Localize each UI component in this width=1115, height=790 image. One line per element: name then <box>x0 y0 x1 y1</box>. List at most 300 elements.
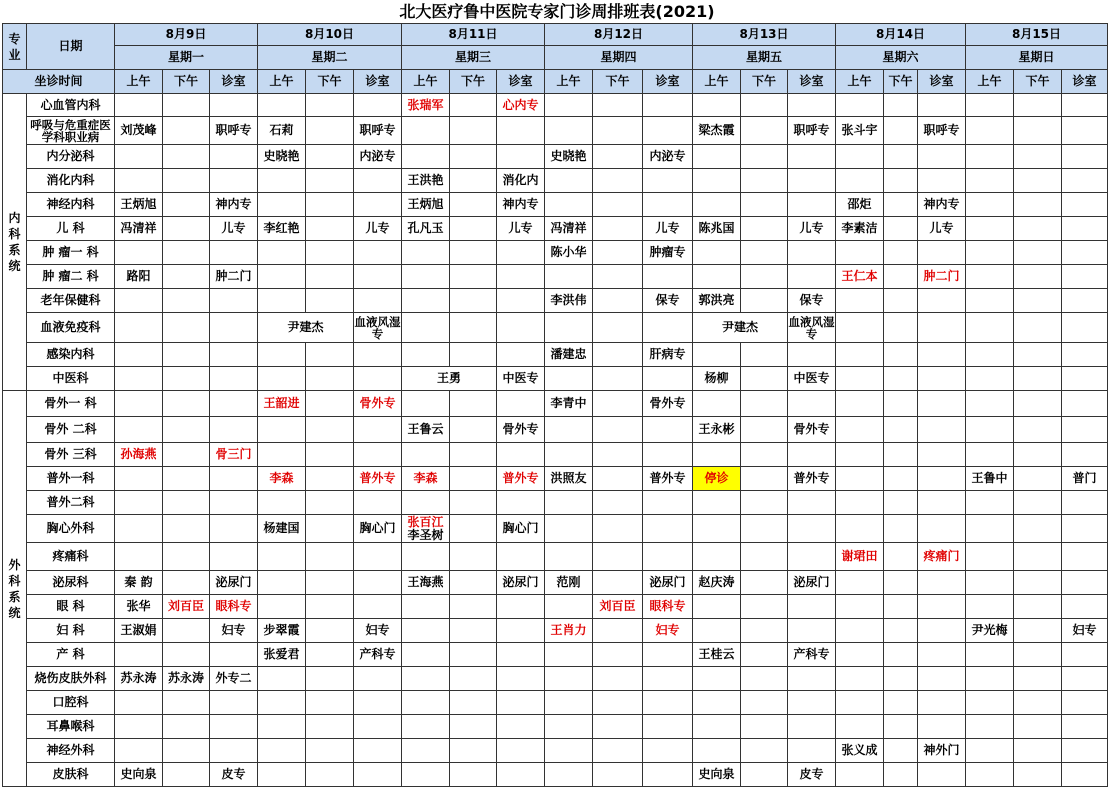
doctor-cell: 陈兆国 <box>693 217 741 241</box>
schedule-cell <box>884 145 918 169</box>
schedule-cell <box>163 715 210 739</box>
specialty-header: 专业 <box>3 24 27 70</box>
schedule-cell <box>306 643 354 667</box>
doctor-cell: 杨柳 <box>693 367 741 391</box>
table-row <box>3 241 1108 265</box>
schedule-cell <box>163 367 210 391</box>
dept-name: 儿 科 <box>27 217 115 241</box>
schedule-cell <box>450 467 497 491</box>
schedule-cell <box>306 391 354 417</box>
schedule-cell <box>306 715 354 739</box>
schedule-cell <box>545 595 593 619</box>
schedule-cell <box>497 241 545 265</box>
schedule-cell <box>693 443 741 467</box>
schedule-cell <box>593 367 643 391</box>
schedule-cell <box>306 265 354 289</box>
doctor-cell: 孙海燕 <box>115 443 163 467</box>
doctor-cell: 邵炬 <box>836 193 884 217</box>
schedule-cell <box>741 595 788 619</box>
schedule-cell <box>497 145 545 169</box>
dept-name: 普外一科 <box>27 467 115 491</box>
schedule-cell <box>693 691 741 715</box>
schedule-cell <box>1014 343 1062 367</box>
doctor-cell: 王洪艳 <box>402 169 450 193</box>
schedule-cell <box>163 241 210 265</box>
schedule-cell <box>741 543 788 571</box>
dept-name: 皮肤科 <box>27 763 115 787</box>
table-row <box>3 313 1108 343</box>
schedule-cell <box>593 265 643 289</box>
schedule-cell <box>918 417 966 443</box>
schedule-cell <box>450 515 497 543</box>
schedule-cell <box>1062 391 1108 417</box>
schedule-cell <box>258 595 306 619</box>
schedule-cell <box>836 169 884 193</box>
slot-header: 上午 <box>836 70 884 94</box>
schedule-cell <box>593 241 643 265</box>
clinic-room-cell: 产科专 <box>354 643 402 667</box>
schedule-cell <box>741 241 788 265</box>
doctor-cell: 李森 <box>258 467 306 491</box>
schedule-cell <box>643 443 693 467</box>
day-date-7: 8月15日 <box>966 24 1108 46</box>
schedule-cell <box>450 313 497 343</box>
doctor-cell: 张爱君 <box>258 643 306 667</box>
schedule-cell <box>788 443 836 467</box>
schedule-cell <box>593 715 643 739</box>
schedule-cell <box>741 391 788 417</box>
dept-name: 肿 瘤二 科 <box>27 265 115 289</box>
schedule-cell <box>258 739 306 763</box>
schedule-cell <box>884 265 918 289</box>
doctor-cell: 刘百臣 <box>593 595 643 619</box>
schedule-cell <box>1062 691 1108 715</box>
schedule-cell <box>741 691 788 715</box>
clinic-room-cell: 心内专 <box>497 94 545 117</box>
doctor-cell: 王炳旭 <box>402 193 450 217</box>
clinic-room-cell: 肿二门 <box>918 265 966 289</box>
schedule-cell <box>115 94 163 117</box>
table-row <box>3 739 1108 763</box>
schedule-cell <box>918 595 966 619</box>
doctor-cell: 李青中 <box>545 391 593 417</box>
doctor-cell: 史向泉 <box>115 763 163 787</box>
schedule-cell <box>306 619 354 643</box>
dept-name: 泌尿科 <box>27 571 115 595</box>
doctor-cell: 谢珺田 <box>836 543 884 571</box>
schedule-cell <box>966 739 1014 763</box>
schedule-cell <box>836 595 884 619</box>
schedule-cell <box>1014 117 1062 145</box>
schedule-cell <box>1062 217 1108 241</box>
schedule-cell <box>918 491 966 515</box>
slot-header: 下午 <box>1014 70 1062 94</box>
table-row <box>3 117 1108 145</box>
schedule-cell <box>884 739 918 763</box>
clinic-room-cell: 皮专 <box>788 763 836 787</box>
schedule-cell <box>545 313 593 343</box>
schedule-cell <box>788 265 836 289</box>
doctor-cell: 王淑娟 <box>115 619 163 643</box>
clinic-room-cell: 妇专 <box>643 619 693 643</box>
clinic-room-cell: 保专 <box>643 289 693 313</box>
schedule-cell <box>450 193 497 217</box>
schedule-cell <box>258 667 306 691</box>
table-row <box>3 715 1108 739</box>
schedule-cell <box>1062 117 1108 145</box>
schedule-cell <box>306 491 354 515</box>
schedule-cell <box>450 571 497 595</box>
schedule-cell <box>643 691 693 715</box>
schedule-cell <box>966 643 1014 667</box>
schedule-cell <box>545 715 593 739</box>
schedule-cell <box>966 543 1014 571</box>
clinic-room-cell: 职呼专 <box>788 117 836 145</box>
doctor-cell: 步翠霞 <box>258 619 306 643</box>
schedule-cell <box>450 391 497 417</box>
schedule-cell <box>306 763 354 787</box>
day-weekday-5: 星期五 <box>693 46 836 70</box>
schedule-cell <box>450 491 497 515</box>
clinic-room-cell: 神内专 <box>497 193 545 217</box>
schedule-cell <box>210 739 258 763</box>
schedule-cell <box>1062 443 1108 467</box>
schedule-cell <box>643 94 693 117</box>
schedule-cell <box>1014 391 1062 417</box>
schedule-cell <box>693 169 741 193</box>
schedule-cell <box>306 595 354 619</box>
schedule-cell <box>258 443 306 467</box>
slot-header: 上午 <box>402 70 450 94</box>
doctor-cell: 王永彬 <box>693 417 741 443</box>
schedule-cell <box>918 94 966 117</box>
schedule-cell <box>643 715 693 739</box>
schedule-cell <box>354 169 402 193</box>
clinic-room-cell: 骨外专 <box>788 417 836 443</box>
schedule-cell <box>836 145 884 169</box>
schedule-cell <box>210 241 258 265</box>
schedule-cell <box>788 715 836 739</box>
schedule-cell <box>643 367 693 391</box>
schedule-cell <box>210 691 258 715</box>
slot-header: 诊室 <box>1062 70 1108 94</box>
day-weekday-7: 星期日 <box>966 46 1108 70</box>
schedule-cell <box>918 343 966 367</box>
schedule-cell <box>741 117 788 145</box>
schedule-cell <box>115 241 163 265</box>
schedule-cell <box>884 667 918 691</box>
schedule-cell <box>643 417 693 443</box>
schedule-cell <box>545 443 593 467</box>
schedule-cell <box>918 145 966 169</box>
schedule-cell <box>1062 571 1108 595</box>
schedule-cell <box>836 715 884 739</box>
schedule-cell <box>545 543 593 571</box>
table-row <box>3 417 1108 443</box>
schedule-cell <box>258 491 306 515</box>
schedule-cell <box>115 691 163 715</box>
schedule-table <box>2 23 1108 787</box>
schedule-cell <box>450 94 497 117</box>
schedule-cell <box>306 417 354 443</box>
schedule-cell <box>354 667 402 691</box>
schedule-cell <box>450 241 497 265</box>
table-row <box>3 543 1108 571</box>
doctor-cell: 张义成 <box>836 739 884 763</box>
schedule-cell <box>210 145 258 169</box>
schedule-cell <box>836 289 884 313</box>
schedule-cell <box>210 313 258 343</box>
schedule-cell <box>163 217 210 241</box>
schedule-cell <box>1062 543 1108 571</box>
schedule-cell <box>741 763 788 787</box>
clinic-room-cell: 妇专 <box>1062 619 1108 643</box>
schedule-cell <box>163 343 210 367</box>
schedule-cell <box>210 715 258 739</box>
table-row <box>3 169 1108 193</box>
schedule-cell <box>1014 467 1062 491</box>
slot-header: 上午 <box>966 70 1014 94</box>
schedule-cell <box>402 145 450 169</box>
schedule-cell <box>884 515 918 543</box>
schedule-cell <box>545 691 593 715</box>
table-row <box>3 343 1108 367</box>
day-weekday-6: 星期六 <box>836 46 966 70</box>
schedule-cell <box>1014 691 1062 715</box>
schedule-cell <box>497 313 545 343</box>
schedule-cell <box>497 739 545 763</box>
doctor-cell: 范刚 <box>545 571 593 595</box>
doctor-cell: 杨建国 <box>258 515 306 543</box>
day-weekday-2: 星期二 <box>258 46 402 70</box>
doctor-cell: 王炳旭 <box>115 193 163 217</box>
schedule-cell <box>788 667 836 691</box>
schedule-cell <box>450 169 497 193</box>
doctor-cell: 停诊 <box>693 467 741 491</box>
slot-header: 诊室 <box>497 70 545 94</box>
schedule-cell <box>163 117 210 145</box>
schedule-sheet <box>2 2 1112 788</box>
slot-header: 诊室 <box>643 70 693 94</box>
schedule-cell <box>1062 193 1108 217</box>
day-date-4: 8月12日 <box>545 24 693 46</box>
schedule-cell <box>836 763 884 787</box>
clinic-room-cell: 泌尿门 <box>788 571 836 595</box>
schedule-cell <box>210 491 258 515</box>
schedule-cell <box>497 543 545 571</box>
schedule-cell <box>741 515 788 543</box>
schedule-cell <box>593 691 643 715</box>
schedule-cell <box>693 94 741 117</box>
schedule-cell <box>258 715 306 739</box>
doctor-cell: 王仁本 <box>836 265 884 289</box>
dept-name: 神经外科 <box>27 739 115 763</box>
schedule-cell <box>258 265 306 289</box>
day-date-5: 8月13日 <box>693 24 836 46</box>
doctor-cell: 王肖力 <box>545 619 593 643</box>
schedule-cell <box>402 643 450 667</box>
schedule-cell <box>836 643 884 667</box>
doctor-cell: 王海燕 <box>402 571 450 595</box>
schedule-cell <box>741 643 788 667</box>
schedule-cell <box>918 643 966 667</box>
dept-name: 心血管内科 <box>27 94 115 117</box>
schedule-cell <box>545 117 593 145</box>
doctor-cell: 尹建杰 <box>693 313 788 343</box>
clinic-room-cell: 泌尿门 <box>497 571 545 595</box>
schedule-cell <box>354 241 402 265</box>
schedule-cell <box>163 543 210 571</box>
dept-name: 肿 瘤一 科 <box>27 241 115 265</box>
schedule-cell <box>450 595 497 619</box>
schedule-cell <box>450 289 497 313</box>
schedule-cell <box>163 193 210 217</box>
slot-header: 下午 <box>593 70 643 94</box>
schedule-cell <box>836 515 884 543</box>
schedule-cell <box>210 94 258 117</box>
clinic-room-cell: 保专 <box>788 289 836 313</box>
clinic-room-cell: 内泌专 <box>643 145 693 169</box>
schedule-cell <box>884 491 918 515</box>
schedule-cell <box>258 241 306 265</box>
schedule-cell <box>643 313 693 343</box>
schedule-cell <box>788 145 836 169</box>
schedule-cell <box>545 515 593 543</box>
schedule-cell <box>306 467 354 491</box>
header-row-slots <box>3 70 1108 94</box>
schedule-cell <box>836 313 884 343</box>
schedule-cell <box>966 571 1014 595</box>
schedule-cell <box>884 543 918 571</box>
schedule-cell <box>210 343 258 367</box>
dept-name: 感染内科 <box>27 343 115 367</box>
clinic-room-cell: 儿专 <box>918 217 966 241</box>
dept-name: 耳鼻喉科 <box>27 715 115 739</box>
doctor-cell: 冯清祥 <box>115 217 163 241</box>
schedule-cell <box>450 343 497 367</box>
doctor-cell: 路阳 <box>115 265 163 289</box>
schedule-cell <box>402 691 450 715</box>
schedule-cell <box>306 515 354 543</box>
clinic-room-cell: 儿专 <box>210 217 258 241</box>
schedule-cell <box>450 619 497 643</box>
schedule-cell <box>306 241 354 265</box>
schedule-cell <box>402 391 450 417</box>
schedule-cell <box>884 619 918 643</box>
schedule-cell <box>354 265 402 289</box>
dept-name: 骨外 三科 <box>27 443 115 467</box>
schedule-cell <box>402 595 450 619</box>
schedule-cell <box>836 571 884 595</box>
schedule-cell <box>115 391 163 417</box>
dept-name: 骨外一 科 <box>27 391 115 417</box>
schedule-cell <box>836 367 884 391</box>
doctor-name: 李圣树 <box>407 527 444 542</box>
clinic-room-cell: 外专二 <box>210 667 258 691</box>
slot-header: 下午 <box>884 70 918 94</box>
doctor-cell: 尹光梅 <box>966 619 1014 643</box>
schedule-cell <box>450 667 497 691</box>
schedule-cell <box>836 417 884 443</box>
schedule-cell <box>450 763 497 787</box>
table-row <box>3 145 1108 169</box>
schedule-cell <box>306 691 354 715</box>
schedule-cell <box>258 94 306 117</box>
schedule-cell <box>966 391 1014 417</box>
clinic-room-cell: 中医专 <box>788 367 836 391</box>
clinic-room-cell: 普门 <box>1062 467 1108 491</box>
schedule-cell <box>788 691 836 715</box>
clinic-room-cell: 儿专 <box>643 217 693 241</box>
dept-name: 口腔科 <box>27 691 115 715</box>
schedule-cell <box>497 619 545 643</box>
schedule-cell <box>593 117 643 145</box>
dept-name: 内分泌科 <box>27 145 115 169</box>
schedule-cell <box>258 691 306 715</box>
clinic-room-cell: 肝病专 <box>643 343 693 367</box>
doctor-cell: 张华 <box>115 595 163 619</box>
doctor-cell: 洪照友 <box>545 467 593 491</box>
schedule-cell <box>593 145 643 169</box>
schedule-cell <box>545 367 593 391</box>
schedule-cell <box>258 169 306 193</box>
schedule-cell <box>163 94 210 117</box>
schedule-cell <box>1062 265 1108 289</box>
dept-name: 烧伤皮肤外科 <box>27 667 115 691</box>
day-weekday-3: 星期三 <box>402 46 545 70</box>
schedule-cell <box>163 739 210 763</box>
schedule-cell <box>836 343 884 367</box>
schedule-cell <box>115 515 163 543</box>
schedule-cell <box>741 491 788 515</box>
schedule-cell <box>884 289 918 313</box>
schedule-cell <box>918 367 966 391</box>
schedule-cell <box>1062 367 1108 391</box>
schedule-cell <box>210 169 258 193</box>
schedule-cell <box>741 217 788 241</box>
clinic-room-cell: 肿二门 <box>210 265 258 289</box>
schedule-cell <box>497 691 545 715</box>
schedule-cell <box>545 739 593 763</box>
schedule-cell <box>306 217 354 241</box>
schedule-cell <box>966 763 1014 787</box>
schedule-cell <box>918 391 966 417</box>
schedule-cell <box>693 715 741 739</box>
schedule-cell <box>1014 193 1062 217</box>
schedule-cell <box>545 491 593 515</box>
schedule-cell <box>450 739 497 763</box>
schedule-cell <box>306 169 354 193</box>
schedule-cell <box>918 763 966 787</box>
doctor-cell: 秦 韵 <box>115 571 163 595</box>
schedule-cell <box>918 571 966 595</box>
schedule-cell <box>693 265 741 289</box>
slot-header: 诊室 <box>918 70 966 94</box>
schedule-cell <box>115 491 163 515</box>
schedule-cell <box>884 241 918 265</box>
schedule-cell <box>693 241 741 265</box>
table-row <box>3 193 1108 217</box>
schedule-cell <box>1014 217 1062 241</box>
clinic-room-cell: 血液风湿专 <box>788 314 835 341</box>
schedule-cell <box>788 343 836 367</box>
schedule-cell <box>1062 169 1108 193</box>
schedule-cell <box>918 169 966 193</box>
schedule-cell <box>788 619 836 643</box>
schedule-cell <box>354 595 402 619</box>
system-label-text: 内科系统 <box>8 211 21 273</box>
schedule-cell <box>115 145 163 169</box>
